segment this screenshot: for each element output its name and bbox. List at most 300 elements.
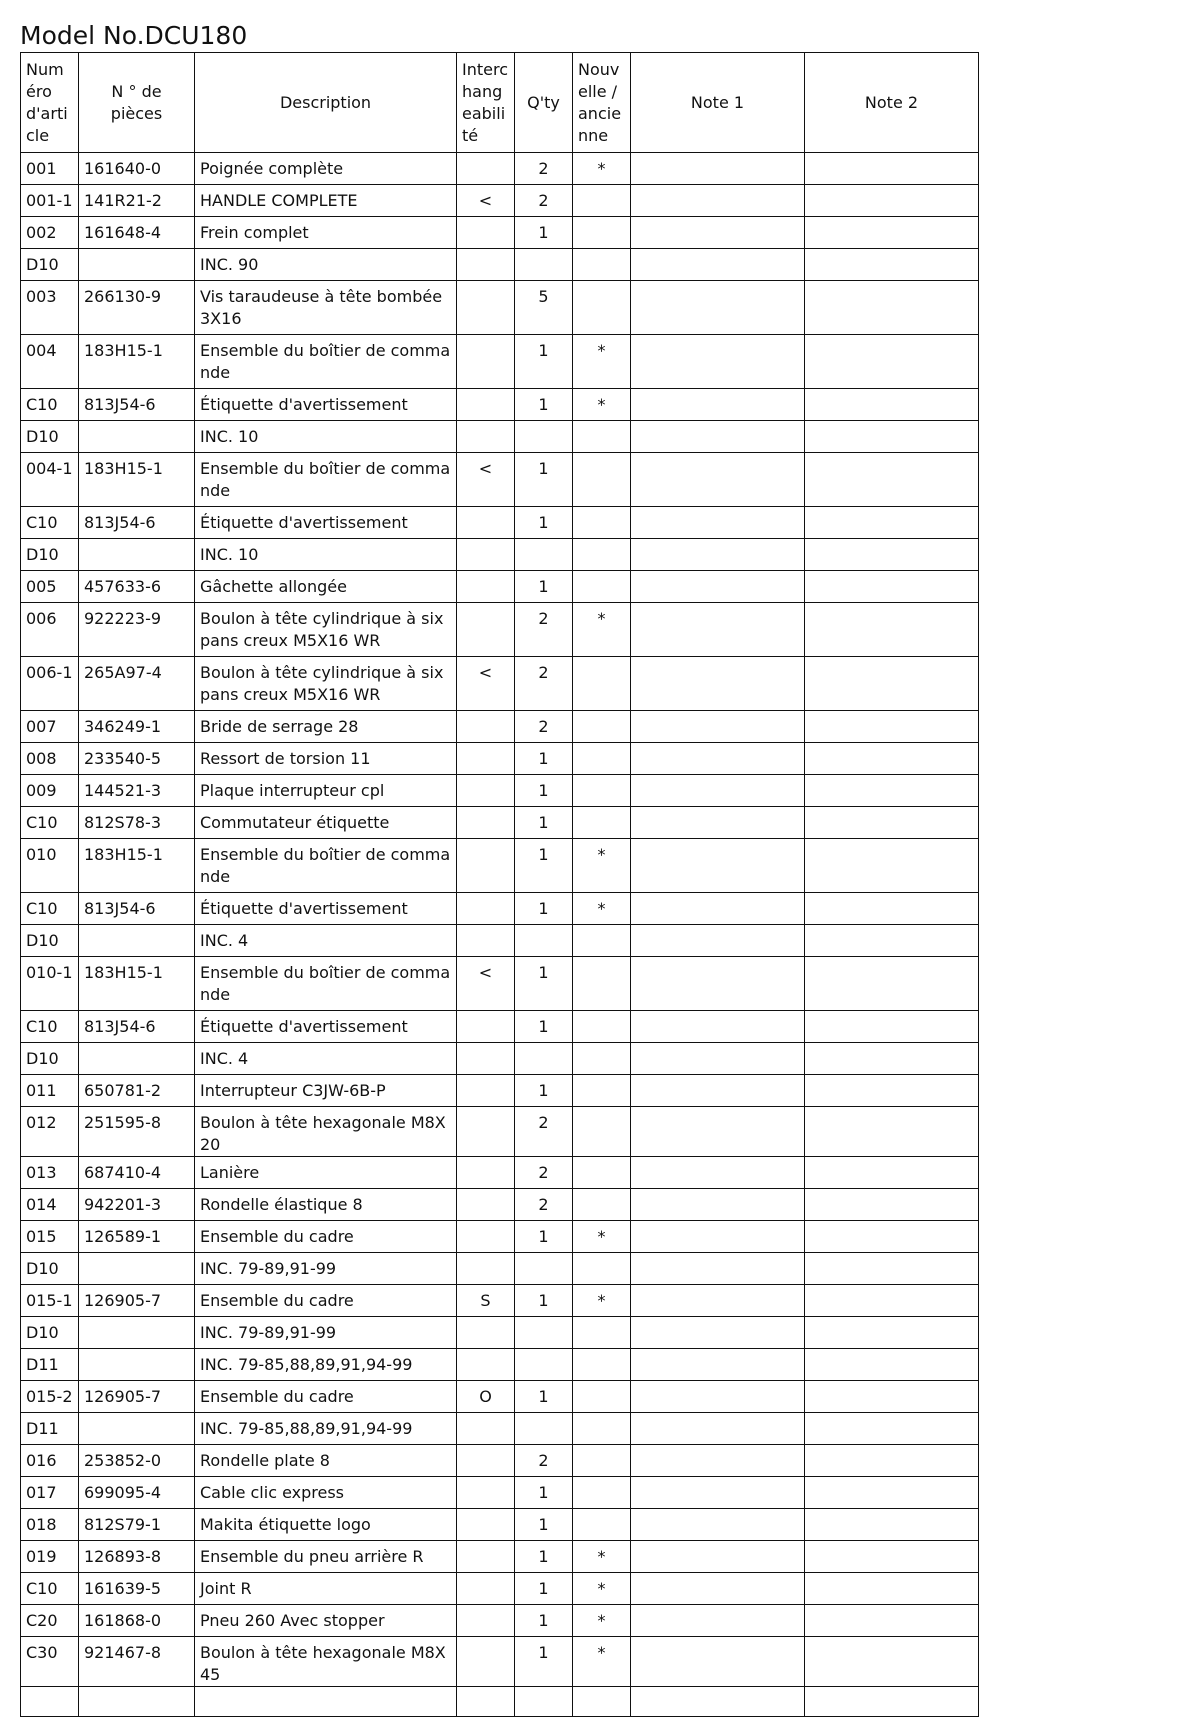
- cell-quantity: 1: [515, 335, 573, 389]
- cell-note-1: [631, 1317, 805, 1349]
- cell-note-1: [631, 925, 805, 957]
- cell-part-number: 265A97-4: [79, 657, 195, 711]
- cell-new-old: [573, 421, 631, 453]
- cell-note-1: [631, 1075, 805, 1107]
- table-row: [21, 1445, 979, 1477]
- cell-quantity: [515, 1253, 573, 1285]
- cell-note-2: [805, 775, 979, 807]
- page-title: Model No.DCU180: [20, 21, 248, 50]
- table-row: [21, 1317, 979, 1349]
- cell-item-number: D11: [21, 1413, 79, 1445]
- cell-item-number: D10: [21, 249, 79, 281]
- cell-interchangeability: [457, 153, 515, 185]
- cell-interchangeability: [457, 1157, 515, 1189]
- cell-part-number: 457633-6: [79, 571, 195, 603]
- cell-new-old: *: [573, 839, 631, 893]
- cell-description: Rondelle élastique 8: [195, 1189, 457, 1221]
- cell-interchangeability: [457, 335, 515, 389]
- cell-note-2: [805, 1477, 979, 1509]
- cell-note-1: [631, 1253, 805, 1285]
- cell-new-old: [573, 539, 631, 571]
- cell-part-number: 141R21-2: [79, 185, 195, 217]
- cell-description: Gâchette allongée: [195, 571, 457, 603]
- empty-cell: [21, 1687, 79, 1717]
- cell-quantity: 1: [515, 389, 573, 421]
- cell-quantity: 1: [515, 217, 573, 249]
- cell-quantity: 1: [515, 1637, 573, 1687]
- cell-new-old: [573, 1477, 631, 1509]
- cell-part-number: 922223-9: [79, 603, 195, 657]
- table-row: [21, 1605, 979, 1637]
- cell-description: Ensemble du pneu arrière R: [195, 1541, 457, 1573]
- cell-quantity: 1: [515, 807, 573, 839]
- cell-item-number: D10: [21, 1043, 79, 1075]
- cell-quantity: 2: [515, 185, 573, 217]
- cell-description: Ensemble du boîtier de commande: [195, 839, 457, 893]
- cell-interchangeability: [457, 1349, 515, 1381]
- cell-quantity: 2: [515, 657, 573, 711]
- cell-description: INC. 79-89,91-99: [195, 1317, 457, 1349]
- cell-item-number: 001: [21, 153, 79, 185]
- cell-note-2: [805, 1317, 979, 1349]
- cell-quantity: 2: [515, 711, 573, 743]
- cell-part-number: 183H15-1: [79, 957, 195, 1011]
- cell-part-number: 233540-5: [79, 743, 195, 775]
- cell-description: INC. 10: [195, 421, 457, 453]
- cell-part-number: 161648-4: [79, 217, 195, 249]
- cell-quantity: [515, 421, 573, 453]
- cell-item-number: 005: [21, 571, 79, 603]
- cell-new-old: [573, 1253, 631, 1285]
- cell-description: Bride de serrage 28: [195, 711, 457, 743]
- cell-new-old: *: [573, 389, 631, 421]
- cell-quantity: 2: [515, 1445, 573, 1477]
- cell-quantity: 1: [515, 1509, 573, 1541]
- cell-note-2: [805, 335, 979, 389]
- cell-new-old: [573, 1445, 631, 1477]
- cell-new-old: [573, 1413, 631, 1445]
- cell-part-number: [79, 1317, 195, 1349]
- cell-item-number: D10: [21, 539, 79, 571]
- cell-new-old: *: [573, 335, 631, 389]
- cell-note-2: [805, 1043, 979, 1075]
- cell-interchangeability: [457, 1043, 515, 1075]
- cell-quantity: 1: [515, 893, 573, 925]
- cell-note-2: [805, 1637, 979, 1687]
- cell-note-2: [805, 1381, 979, 1413]
- cell-interchangeability: [457, 281, 515, 335]
- cell-item-number: 008: [21, 743, 79, 775]
- cell-part-number: 126589-1: [79, 1221, 195, 1253]
- cell-note-1: [631, 1189, 805, 1221]
- empty-cell: [631, 1687, 805, 1717]
- cell-interchangeability: [457, 807, 515, 839]
- cell-interchangeability: [457, 249, 515, 281]
- cell-quantity: 1: [515, 957, 573, 1011]
- cell-new-old: [573, 807, 631, 839]
- cell-item-number: C10: [21, 1573, 79, 1605]
- cell-note-1: [631, 1157, 805, 1189]
- empty-cell: [805, 1687, 979, 1717]
- cell-description: Boulon à tête hexagonale M8X20: [195, 1107, 457, 1157]
- table-row: [21, 1381, 979, 1413]
- cell-note-1: [631, 957, 805, 1011]
- cell-part-number: 183H15-1: [79, 839, 195, 893]
- cell-quantity: 1: [515, 775, 573, 807]
- empty-cell: [515, 1687, 573, 1717]
- cell-note-2: [805, 603, 979, 657]
- cell-description: Makita étiquette logo: [195, 1509, 457, 1541]
- table-row: [21, 1075, 979, 1107]
- table-row: [21, 1157, 979, 1189]
- cell-item-number: 001-1: [21, 185, 79, 217]
- table-row: [21, 539, 979, 571]
- cell-description: Étiquette d'avertissement: [195, 507, 457, 539]
- cell-note-2: [805, 1189, 979, 1221]
- cell-description: Pneu 260 Avec stopper: [195, 1605, 457, 1637]
- empty-cell: [457, 1687, 515, 1717]
- table-row: [21, 657, 979, 711]
- cell-interchangeability: <: [457, 453, 515, 507]
- cell-description: Joint R: [195, 1573, 457, 1605]
- cell-part-number: 813J54-6: [79, 893, 195, 925]
- table-row-empty: [21, 1687, 979, 1717]
- cell-note-2: [805, 1011, 979, 1043]
- cell-note-2: [805, 185, 979, 217]
- cell-interchangeability: [457, 1413, 515, 1445]
- cell-new-old: [573, 1349, 631, 1381]
- cell-new-old: *: [573, 1541, 631, 1573]
- cell-part-number: 251595-8: [79, 1107, 195, 1157]
- cell-note-1: [631, 743, 805, 775]
- header-note-1: Note 1: [631, 53, 805, 153]
- cell-part-number: [79, 1413, 195, 1445]
- cell-item-number: C10: [21, 507, 79, 539]
- cell-quantity: 1: [515, 1285, 573, 1317]
- cell-description: INC. 4: [195, 925, 457, 957]
- cell-part-number: 266130-9: [79, 281, 195, 335]
- cell-interchangeability: S: [457, 1285, 515, 1317]
- cell-item-number: 006: [21, 603, 79, 657]
- cell-new-old: [573, 1011, 631, 1043]
- cell-quantity: [515, 1349, 573, 1381]
- cell-new-old: [573, 925, 631, 957]
- cell-note-1: [631, 1445, 805, 1477]
- cell-note-1: [631, 1043, 805, 1075]
- cell-note-1: [631, 1541, 805, 1573]
- cell-interchangeability: [457, 925, 515, 957]
- table-row: [21, 453, 979, 507]
- cell-interchangeability: <: [457, 657, 515, 711]
- cell-interchangeability: [457, 571, 515, 603]
- cell-interchangeability: [457, 539, 515, 571]
- cell-interchangeability: [457, 1573, 515, 1605]
- cell-note-2: [805, 1349, 979, 1381]
- cell-description: Boulon à tête cylindrique à six pans creux M5X16 WR: [195, 603, 457, 657]
- cell-description: Ensemble du boîtier de commande: [195, 335, 457, 389]
- table-row: [21, 711, 979, 743]
- table-row: [21, 957, 979, 1011]
- cell-note-2: [805, 249, 979, 281]
- cell-interchangeability: [457, 775, 515, 807]
- cell-new-old: *: [573, 603, 631, 657]
- table-row: [21, 217, 979, 249]
- cell-item-number: 004-1: [21, 453, 79, 507]
- cell-quantity: 1: [515, 571, 573, 603]
- table-row: [21, 743, 979, 775]
- cell-note-2: [805, 711, 979, 743]
- cell-description: INC. 90: [195, 249, 457, 281]
- cell-quantity: [515, 1413, 573, 1445]
- cell-note-1: [631, 603, 805, 657]
- cell-description: Interrupteur C3JW-6B-P: [195, 1075, 457, 1107]
- cell-interchangeability: [457, 1011, 515, 1043]
- cell-description: Lanière: [195, 1157, 457, 1189]
- parts-table: [20, 52, 979, 1717]
- table-row: [21, 603, 979, 657]
- cell-new-old: [573, 1381, 631, 1413]
- cell-note-1: [631, 281, 805, 335]
- cell-note-2: [805, 1445, 979, 1477]
- cell-description: INC. 79-85,88,89,91,94-99: [195, 1349, 457, 1381]
- table-row: [21, 185, 979, 217]
- table-row: [21, 1253, 979, 1285]
- cell-new-old: [573, 711, 631, 743]
- cell-new-old: *: [573, 1605, 631, 1637]
- cell-item-number: 013: [21, 1157, 79, 1189]
- cell-description: INC. 79-85,88,89,91,94-99: [195, 1413, 457, 1445]
- cell-new-old: [573, 1509, 631, 1541]
- cell-note-2: [805, 1107, 979, 1157]
- cell-note-1: [631, 389, 805, 421]
- cell-item-number: C10: [21, 893, 79, 925]
- table-row: [21, 1637, 979, 1687]
- cell-note-2: [805, 217, 979, 249]
- cell-item-number: 015-2: [21, 1381, 79, 1413]
- cell-description: Cable clic express: [195, 1477, 457, 1509]
- cell-quantity: 2: [515, 1157, 573, 1189]
- cell-note-1: [631, 421, 805, 453]
- cell-description: Frein complet: [195, 217, 457, 249]
- table-row: [21, 421, 979, 453]
- cell-item-number: C10: [21, 807, 79, 839]
- cell-new-old: [573, 453, 631, 507]
- cell-description: HANDLE COMPLETE: [195, 185, 457, 217]
- table-row: [21, 1509, 979, 1541]
- cell-description: INC. 10: [195, 539, 457, 571]
- cell-item-number: C20: [21, 1605, 79, 1637]
- table-row: [21, 249, 979, 281]
- cell-quantity: 2: [515, 1189, 573, 1221]
- cell-interchangeability: [457, 1253, 515, 1285]
- cell-part-number: [79, 1043, 195, 1075]
- cell-note-2: [805, 893, 979, 925]
- cell-note-2: [805, 1221, 979, 1253]
- header-description: Description: [195, 53, 457, 153]
- cell-interchangeability: [457, 1605, 515, 1637]
- cell-note-1: [631, 1413, 805, 1445]
- cell-description: Étiquette d'avertissement: [195, 389, 457, 421]
- cell-item-number: C10: [21, 389, 79, 421]
- cell-new-old: [573, 743, 631, 775]
- cell-new-old: [573, 281, 631, 335]
- cell-description: INC. 4: [195, 1043, 457, 1075]
- cell-description: Plaque interrupteur cpl: [195, 775, 457, 807]
- table-row: [21, 839, 979, 893]
- cell-quantity: [515, 539, 573, 571]
- cell-item-number: 019: [21, 1541, 79, 1573]
- cell-note-1: [631, 657, 805, 711]
- cell-part-number: 812S79-1: [79, 1509, 195, 1541]
- cell-quantity: 1: [515, 507, 573, 539]
- header-item-number: Numéro d'article: [21, 53, 79, 153]
- cell-new-old: *: [573, 1573, 631, 1605]
- cell-description: Rondelle plate 8: [195, 1445, 457, 1477]
- table-row: [21, 1107, 979, 1157]
- cell-interchangeability: [457, 389, 515, 421]
- cell-note-2: [805, 807, 979, 839]
- table-row: [21, 281, 979, 335]
- cell-part-number: [79, 421, 195, 453]
- cell-quantity: 1: [515, 1381, 573, 1413]
- cell-item-number: 002: [21, 217, 79, 249]
- cell-new-old: *: [573, 893, 631, 925]
- cell-part-number: [79, 925, 195, 957]
- cell-item-number: 004: [21, 335, 79, 389]
- cell-new-old: *: [573, 1285, 631, 1317]
- cell-note-2: [805, 925, 979, 957]
- header-interchangeability: Interchangeabilité: [457, 53, 515, 153]
- cell-note-2: [805, 1157, 979, 1189]
- empty-cell: [195, 1687, 457, 1717]
- cell-note-1: [631, 807, 805, 839]
- cell-note-2: [805, 421, 979, 453]
- cell-part-number: 183H15-1: [79, 453, 195, 507]
- cell-description: Ensemble du boîtier de commande: [195, 453, 457, 507]
- cell-note-1: [631, 507, 805, 539]
- cell-note-1: [631, 335, 805, 389]
- cell-item-number: 011: [21, 1075, 79, 1107]
- cell-quantity: [515, 925, 573, 957]
- cell-note-2: [805, 453, 979, 507]
- cell-interchangeability: [457, 1637, 515, 1687]
- cell-item-number: 006-1: [21, 657, 79, 711]
- cell-interchangeability: [457, 421, 515, 453]
- cell-interchangeability: [457, 1107, 515, 1157]
- cell-note-1: [631, 1349, 805, 1381]
- cell-part-number: 126905-7: [79, 1381, 195, 1413]
- cell-note-2: [805, 657, 979, 711]
- cell-note-1: [631, 775, 805, 807]
- cell-quantity: 1: [515, 1541, 573, 1573]
- cell-part-number: 813J54-6: [79, 507, 195, 539]
- cell-part-number: [79, 1349, 195, 1381]
- table-row: [21, 925, 979, 957]
- cell-interchangeability: [457, 507, 515, 539]
- cell-quantity: 1: [515, 839, 573, 893]
- cell-item-number: 010-1: [21, 957, 79, 1011]
- empty-cell: [573, 1687, 631, 1717]
- cell-item-number: 015: [21, 1221, 79, 1253]
- table-row: [21, 1221, 979, 1253]
- cell-new-old: [573, 249, 631, 281]
- cell-quantity: [515, 249, 573, 281]
- table-row: [21, 1285, 979, 1317]
- cell-quantity: 1: [515, 1011, 573, 1043]
- cell-note-2: [805, 1541, 979, 1573]
- cell-description: Poignée complète: [195, 153, 457, 185]
- cell-description: Étiquette d'avertissement: [195, 893, 457, 925]
- table-row: [21, 1043, 979, 1075]
- cell-part-number: 161640-0: [79, 153, 195, 185]
- cell-note-2: [805, 539, 979, 571]
- cell-part-number: 813J54-6: [79, 1011, 195, 1043]
- cell-quantity: 1: [515, 1605, 573, 1637]
- empty-cell: [79, 1687, 195, 1717]
- cell-part-number: 183H15-1: [79, 335, 195, 389]
- table-row: [21, 1477, 979, 1509]
- cell-note-2: [805, 957, 979, 1011]
- cell-new-old: *: [573, 1221, 631, 1253]
- cell-description: Ensemble du boîtier de commande: [195, 957, 457, 1011]
- cell-note-1: [631, 839, 805, 893]
- cell-quantity: 2: [515, 153, 573, 185]
- cell-new-old: [573, 217, 631, 249]
- cell-interchangeability: [457, 711, 515, 743]
- cell-note-1: [631, 217, 805, 249]
- cell-note-2: [805, 281, 979, 335]
- cell-item-number: 003: [21, 281, 79, 335]
- cell-description: Ensemble du cadre: [195, 1221, 457, 1253]
- table-row: [21, 571, 979, 603]
- cell-note-2: [805, 1413, 979, 1445]
- cell-interchangeability: [457, 1541, 515, 1573]
- cell-note-1: [631, 1221, 805, 1253]
- cell-note-1: [631, 453, 805, 507]
- cell-item-number: 010: [21, 839, 79, 893]
- cell-interchangeability: <: [457, 185, 515, 217]
- header-part-number: N ° de pièces: [79, 53, 195, 153]
- table-row: [21, 1189, 979, 1221]
- cell-new-old: [573, 1043, 631, 1075]
- cell-new-old: [573, 657, 631, 711]
- cell-new-old: [573, 185, 631, 217]
- cell-part-number: 687410-4: [79, 1157, 195, 1189]
- cell-note-1: [631, 711, 805, 743]
- cell-new-old: [573, 1107, 631, 1157]
- cell-description: Ensemble du cadre: [195, 1285, 457, 1317]
- cell-interchangeability: [457, 603, 515, 657]
- cell-part-number: [79, 1253, 195, 1285]
- table-row: [21, 389, 979, 421]
- cell-item-number: 012: [21, 1107, 79, 1157]
- cell-part-number: 650781-2: [79, 1075, 195, 1107]
- cell-interchangeability: O: [457, 1381, 515, 1413]
- cell-note-2: [805, 389, 979, 421]
- cell-description: Ressort de torsion 11: [195, 743, 457, 775]
- cell-new-old: [573, 571, 631, 603]
- cell-item-number: C30: [21, 1637, 79, 1687]
- cell-description: Étiquette d'avertissement: [195, 1011, 457, 1043]
- cell-note-1: [631, 571, 805, 603]
- cell-quantity: 1: [515, 743, 573, 775]
- cell-quantity: 1: [515, 1573, 573, 1605]
- table-row: [21, 335, 979, 389]
- cell-new-old: *: [573, 153, 631, 185]
- cell-quantity: 1: [515, 1221, 573, 1253]
- cell-part-number: 253852-0: [79, 1445, 195, 1477]
- table-row: [21, 153, 979, 185]
